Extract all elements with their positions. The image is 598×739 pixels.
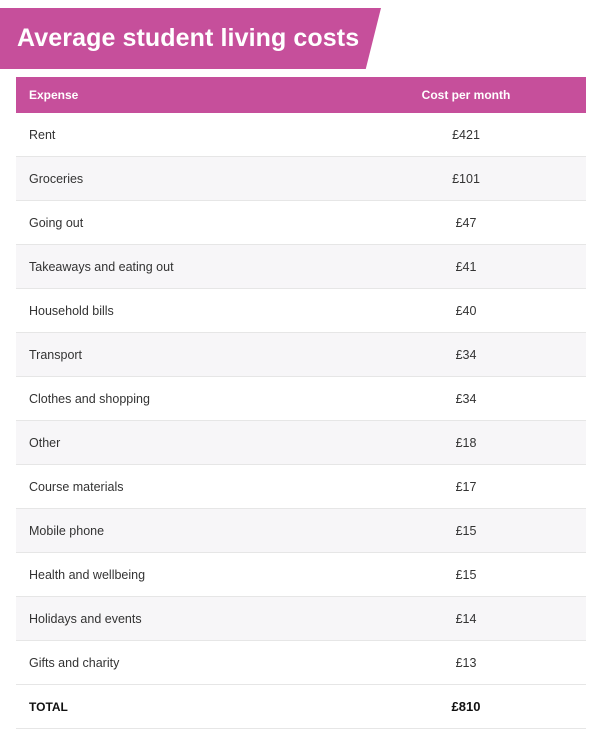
- cost-cell: £421: [452, 127, 480, 142]
- header-expense: Expense: [29, 88, 79, 102]
- cost-cell: £40: [455, 303, 477, 318]
- cost-cell: £14: [455, 611, 477, 626]
- cost-cell: £41: [455, 259, 477, 274]
- table-row: [16, 465, 586, 509]
- table-row: [16, 377, 586, 421]
- expense-cell: Groceries: [29, 171, 84, 186]
- expense-cell: Transport: [29, 347, 83, 362]
- table-row: [16, 597, 586, 641]
- cost-cell: £101: [452, 171, 480, 186]
- header-cost: Cost per month: [421, 88, 511, 102]
- table-row: [16, 509, 586, 553]
- cost-cell: £15: [455, 567, 477, 582]
- table-row: [16, 641, 586, 685]
- table-row: [16, 245, 586, 289]
- cost-cell: £18: [455, 435, 477, 450]
- total-value: £810: [451, 699, 481, 714]
- expense-cell: Mobile phone: [29, 523, 105, 538]
- total-label: TOTAL: [29, 699, 68, 714]
- cost-cell: £34: [455, 347, 477, 362]
- table-row: [16, 333, 586, 377]
- total-row: [16, 685, 586, 729]
- cost-cell: £17: [455, 479, 477, 494]
- expense-cell: Holidays and events: [29, 611, 142, 626]
- expense-cell: Gifts and charity: [29, 655, 120, 670]
- table-row: [16, 201, 586, 245]
- cost-cell: £13: [455, 655, 477, 670]
- expense-cell: Course materials: [29, 479, 124, 494]
- expense-cell: Rent: [29, 127, 56, 142]
- expense-cell: Other: [29, 435, 61, 450]
- table-row: [16, 421, 586, 465]
- table-row: [16, 113, 586, 157]
- expense-cell: Takeaways and eating out: [29, 259, 174, 274]
- page-title: Average student living costs: [17, 24, 360, 52]
- expense-cell: Going out: [29, 215, 84, 230]
- table-row: [16, 289, 586, 333]
- table-row: [16, 553, 586, 597]
- living-costs-table: [16, 77, 586, 729]
- cost-cell: £47: [455, 215, 477, 230]
- cost-cell: £34: [455, 391, 477, 406]
- expense-cell: Clothes and shopping: [29, 391, 150, 406]
- expense-cell: Health and wellbeing: [29, 567, 146, 582]
- expense-cell: Household bills: [29, 303, 114, 318]
- table-row: [16, 157, 586, 201]
- table-body: [16, 113, 586, 729]
- cost-cell: £15: [455, 523, 477, 538]
- table-header: [16, 77, 586, 113]
